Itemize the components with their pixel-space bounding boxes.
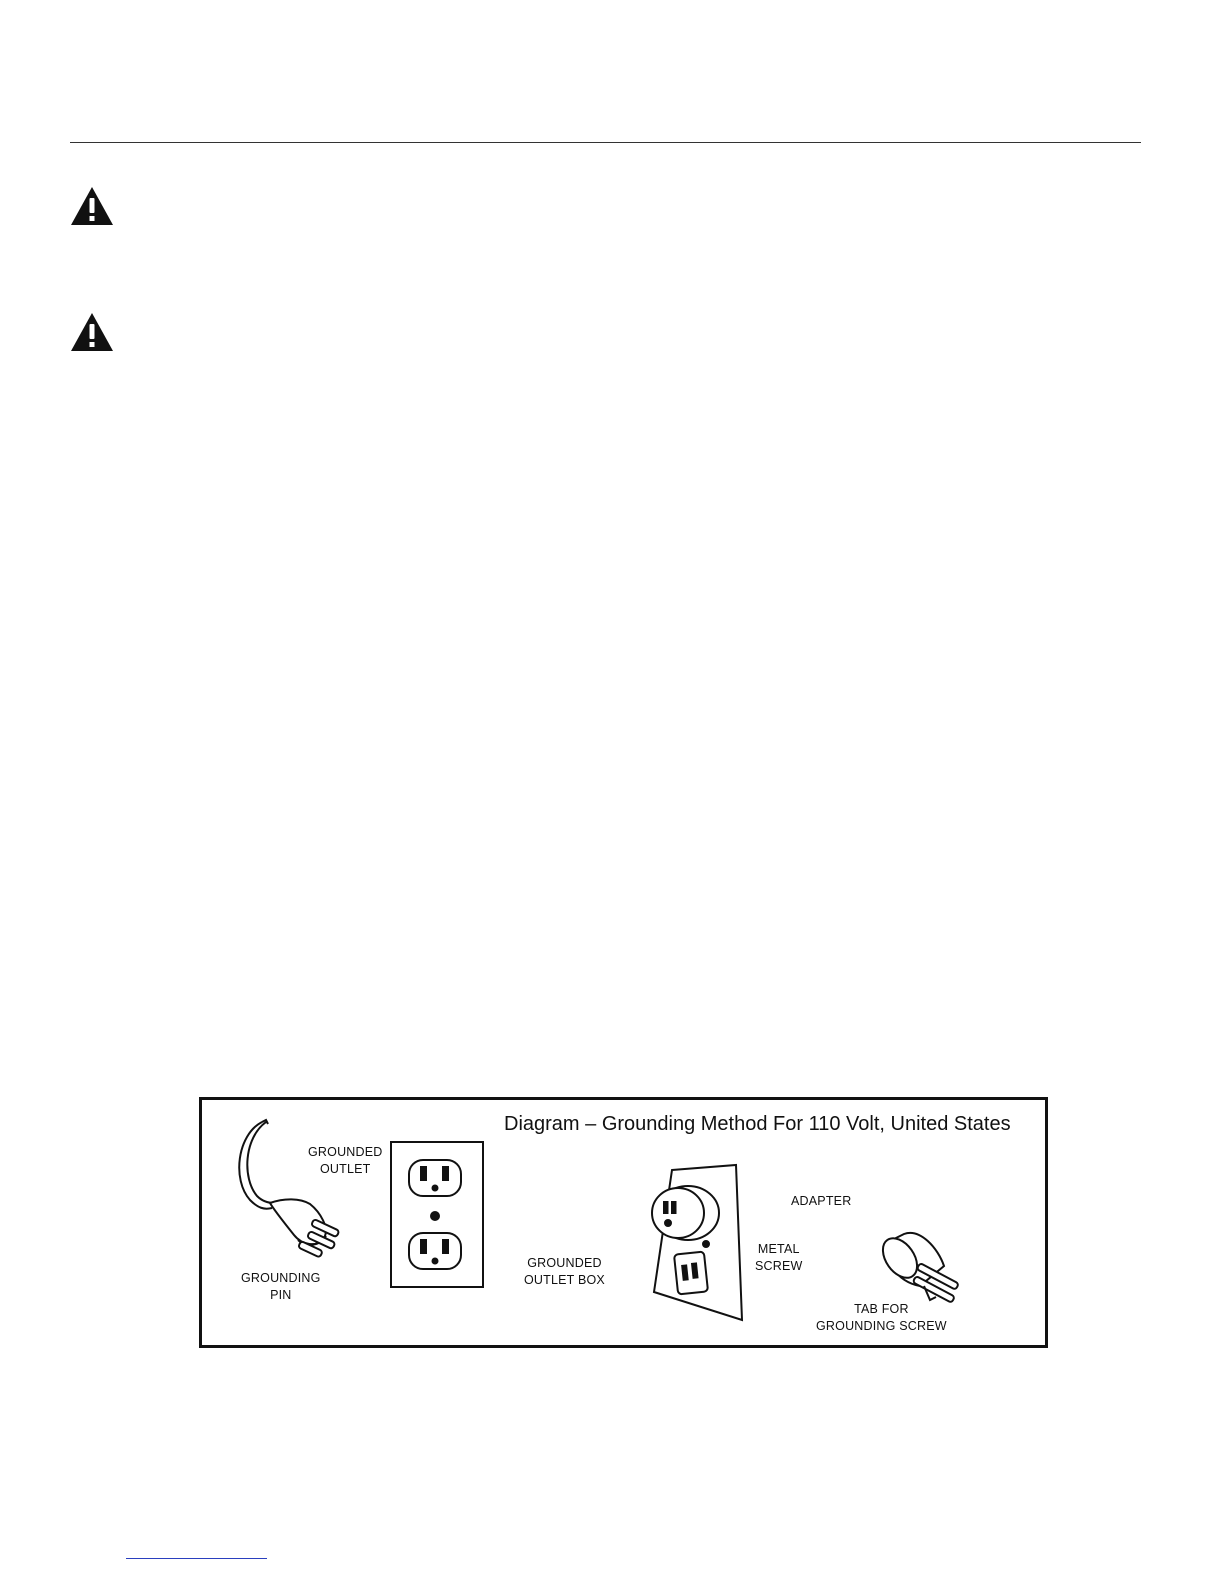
label-grounded-outlet-box: GROUNDED OUTLET BOX <box>524 1256 605 1287</box>
label-grounding-pin: GROUNDING PIN <box>241 1271 321 1302</box>
grounding-diagram <box>199 1097 1048 1348</box>
warning-triangle-icon <box>70 312 114 352</box>
grounded-outlet-icon <box>391 1142 483 1287</box>
label-metal-screw: METAL SCREW <box>755 1242 803 1273</box>
label-tab-for-grounding-screw: TAB FOR GROUNDING SCREW <box>816 1302 947 1333</box>
outlet-box-with-adapter-icon <box>652 1165 742 1320</box>
grounded-plug-icon <box>239 1120 339 1257</box>
label-adapter: ADAPTER <box>791 1194 852 1208</box>
diagram-title: Diagram – Grounding Method For 110 Volt, United States <box>504 1113 1011 1135</box>
label-grounded-outlet: GROUNDED OUTLET <box>308 1145 383 1176</box>
warning-triangle-icon <box>70 186 114 226</box>
header-rule <box>70 142 1141 143</box>
adapter-icon <box>876 1232 959 1303</box>
footer-link-underline <box>126 1558 267 1559</box>
